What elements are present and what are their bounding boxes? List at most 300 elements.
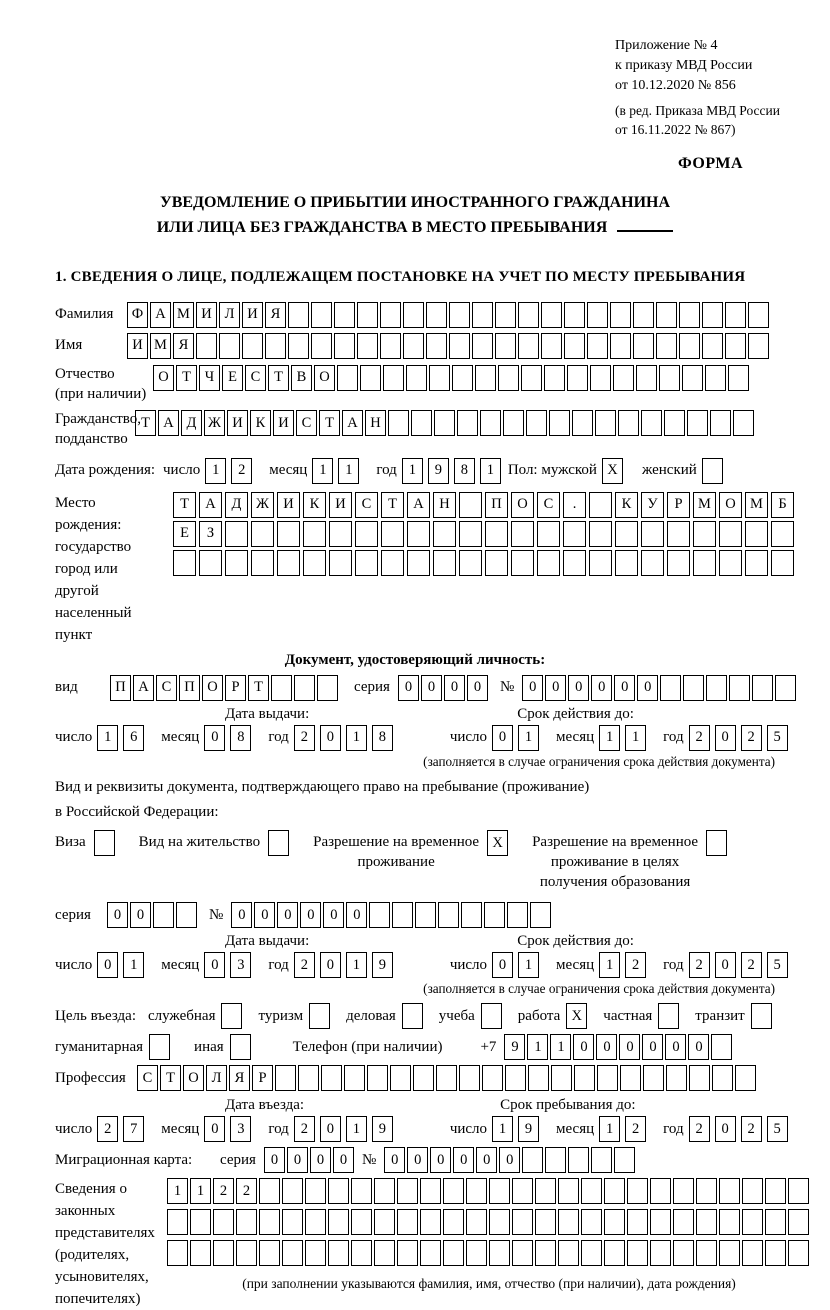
char-box[interactable]: [666, 1065, 687, 1091]
char-box[interactable]: [176, 902, 197, 928]
char-box[interactable]: [459, 550, 482, 576]
char-box[interactable]: [367, 1065, 388, 1091]
char-box[interactable]: [597, 1065, 618, 1091]
char-box[interactable]: 0: [492, 952, 513, 978]
char-box[interactable]: [406, 365, 427, 391]
char-box[interactable]: 0: [619, 1034, 640, 1060]
char-box[interactable]: А: [150, 302, 171, 328]
char-box[interactable]: [544, 365, 565, 391]
char-box[interactable]: [413, 1065, 434, 1091]
char-box[interactable]: Ф: [127, 302, 148, 328]
char-box[interactable]: А: [407, 492, 430, 518]
char-box[interactable]: 0: [715, 952, 736, 978]
char-box[interactable]: 9: [518, 1116, 539, 1142]
char-box[interactable]: [397, 1178, 418, 1204]
char-box[interactable]: [153, 902, 174, 928]
char-box[interactable]: [403, 302, 424, 328]
char-box[interactable]: [355, 550, 378, 576]
char-box[interactable]: [374, 1178, 395, 1204]
char-box[interactable]: [512, 1240, 533, 1266]
char-box[interactable]: 2: [294, 725, 315, 751]
char-box[interactable]: 1: [123, 952, 144, 978]
char-box[interactable]: [443, 1209, 464, 1235]
char-box[interactable]: [507, 902, 528, 928]
char-box[interactable]: [604, 1240, 625, 1266]
char-box[interactable]: [788, 1178, 809, 1204]
char-box[interactable]: 0: [430, 1147, 451, 1173]
char-box[interactable]: [610, 333, 631, 359]
char-box[interactable]: [537, 550, 560, 576]
char-box[interactable]: 1: [402, 458, 423, 484]
char-box[interactable]: [475, 365, 496, 391]
char-box[interactable]: [337, 365, 358, 391]
char-box[interactable]: [242, 333, 263, 359]
char-box[interactable]: [480, 410, 501, 436]
char-box[interactable]: Б: [771, 492, 794, 518]
char-box[interactable]: [472, 333, 493, 359]
char-box[interactable]: 9: [372, 1116, 393, 1142]
char-box[interactable]: 1: [312, 458, 333, 484]
char-box[interactable]: [564, 302, 585, 328]
char-box[interactable]: [765, 1178, 786, 1204]
char-box[interactable]: Т: [319, 410, 340, 436]
char-box[interactable]: [167, 1209, 188, 1235]
char-box[interactable]: П: [485, 492, 508, 518]
char-box[interactable]: [436, 1065, 457, 1091]
char-box[interactable]: У: [641, 492, 664, 518]
char-box[interactable]: [664, 410, 685, 436]
char-box[interactable]: [615, 521, 638, 547]
char-box[interactable]: [719, 550, 742, 576]
char-box[interactable]: [719, 1209, 740, 1235]
char-box[interactable]: [411, 410, 432, 436]
char-box[interactable]: [728, 365, 749, 391]
char-box[interactable]: 0: [715, 1116, 736, 1142]
char-box[interactable]: [558, 1178, 579, 1204]
char-box[interactable]: 8: [230, 725, 251, 751]
char-box[interactable]: [618, 410, 639, 436]
char-box[interactable]: Д: [181, 410, 202, 436]
char-box[interactable]: 0: [107, 902, 128, 928]
char-box[interactable]: [735, 1065, 756, 1091]
char-box[interactable]: [426, 333, 447, 359]
char-box[interactable]: [429, 365, 450, 391]
char-box[interactable]: 1: [190, 1178, 211, 1204]
char-box[interactable]: [679, 333, 700, 359]
char-box[interactable]: [259, 1178, 280, 1204]
char-box[interactable]: [696, 1209, 717, 1235]
char-box[interactable]: И: [227, 410, 248, 436]
char-box[interactable]: 6: [123, 725, 144, 751]
char-box[interactable]: 3: [230, 1116, 251, 1142]
char-box[interactable]: С: [537, 492, 560, 518]
char-box[interactable]: [745, 550, 768, 576]
char-box[interactable]: О: [719, 492, 742, 518]
char-box[interactable]: 0: [287, 1147, 308, 1173]
char-box[interactable]: 3: [230, 952, 251, 978]
char-box[interactable]: [563, 521, 586, 547]
char-box[interactable]: С: [355, 492, 378, 518]
char-box[interactable]: [545, 1147, 566, 1173]
char-box[interactable]: [702, 458, 723, 484]
char-box[interactable]: 0: [573, 1034, 594, 1060]
char-box[interactable]: 1: [518, 952, 539, 978]
char-box[interactable]: [512, 1209, 533, 1235]
char-box[interactable]: [459, 492, 482, 518]
char-box[interactable]: А: [158, 410, 179, 436]
char-box[interactable]: [466, 1209, 487, 1235]
char-box[interactable]: 0: [453, 1147, 474, 1173]
char-box[interactable]: [613, 365, 634, 391]
char-box[interactable]: 8: [372, 725, 393, 751]
char-box[interactable]: [415, 902, 436, 928]
char-box[interactable]: 2: [689, 1116, 710, 1142]
char-box[interactable]: 0: [300, 902, 321, 928]
char-box[interactable]: [521, 365, 542, 391]
char-box[interactable]: [489, 1209, 510, 1235]
char-box[interactable]: [719, 1240, 740, 1266]
char-box[interactable]: Ч: [199, 365, 220, 391]
char-box[interactable]: [788, 1240, 809, 1266]
char-box[interactable]: [667, 550, 690, 576]
char-box[interactable]: [484, 902, 505, 928]
char-box[interactable]: [587, 333, 608, 359]
char-box[interactable]: [673, 1240, 694, 1266]
char-box[interactable]: [199, 550, 222, 576]
char-box[interactable]: [360, 365, 381, 391]
char-box[interactable]: [748, 302, 769, 328]
char-box[interactable]: И: [329, 492, 352, 518]
char-box[interactable]: 0: [264, 1147, 285, 1173]
char-box[interactable]: [511, 521, 534, 547]
char-box[interactable]: 0: [310, 1147, 331, 1173]
char-box[interactable]: [687, 410, 708, 436]
char-box[interactable]: [512, 1178, 533, 1204]
char-box[interactable]: 0: [323, 902, 344, 928]
char-box[interactable]: 1: [599, 1116, 620, 1142]
char-box[interactable]: [693, 521, 716, 547]
char-box[interactable]: [277, 521, 300, 547]
char-box[interactable]: И: [196, 302, 217, 328]
char-box[interactable]: 0: [204, 952, 225, 978]
char-box[interactable]: 1: [346, 952, 367, 978]
char-box[interactable]: [381, 521, 404, 547]
char-box[interactable]: [679, 302, 700, 328]
char-box[interactable]: [615, 550, 638, 576]
char-box[interactable]: 0: [665, 1034, 686, 1060]
char-box[interactable]: [433, 550, 456, 576]
char-box[interactable]: [443, 1240, 464, 1266]
char-box[interactable]: [459, 521, 482, 547]
char-box[interactable]: [495, 302, 516, 328]
char-box[interactable]: Я: [173, 333, 194, 359]
char-box[interactable]: [667, 521, 690, 547]
char-box[interactable]: Т: [248, 675, 269, 701]
char-box[interactable]: Т: [176, 365, 197, 391]
char-box[interactable]: Е: [222, 365, 243, 391]
char-box[interactable]: 0: [637, 675, 658, 701]
char-box[interactable]: [449, 302, 470, 328]
char-box[interactable]: [397, 1240, 418, 1266]
char-box[interactable]: В: [291, 365, 312, 391]
char-box[interactable]: 8: [454, 458, 475, 484]
char-box[interactable]: [328, 1178, 349, 1204]
char-box[interactable]: [702, 302, 723, 328]
char-box[interactable]: Д: [225, 492, 248, 518]
char-box[interactable]: [305, 1178, 326, 1204]
char-box[interactable]: [683, 675, 704, 701]
char-box[interactable]: [461, 902, 482, 928]
char-box[interactable]: [702, 333, 723, 359]
char-box[interactable]: 2: [236, 1178, 257, 1204]
char-box[interactable]: [751, 1003, 772, 1029]
char-box[interactable]: 0: [614, 675, 635, 701]
char-box[interactable]: [627, 1240, 648, 1266]
char-box[interactable]: [426, 302, 447, 328]
char-box[interactable]: 0: [591, 675, 612, 701]
char-box[interactable]: Р: [225, 675, 246, 701]
char-box[interactable]: [277, 550, 300, 576]
char-box[interactable]: [775, 675, 796, 701]
char-box[interactable]: [489, 1240, 510, 1266]
char-box[interactable]: [259, 1240, 280, 1266]
char-box[interactable]: [498, 365, 519, 391]
char-box[interactable]: [742, 1240, 763, 1266]
char-box[interactable]: [604, 1209, 625, 1235]
char-box[interactable]: [636, 365, 657, 391]
char-box[interactable]: 2: [231, 458, 252, 484]
char-box[interactable]: 0: [407, 1147, 428, 1173]
char-box[interactable]: К: [303, 492, 326, 518]
char-box[interactable]: 0: [476, 1147, 497, 1173]
char-box[interactable]: О: [183, 1065, 204, 1091]
char-box[interactable]: [574, 1065, 595, 1091]
char-box[interactable]: 0: [130, 902, 151, 928]
char-box[interactable]: [535, 1209, 556, 1235]
char-box[interactable]: [641, 410, 662, 436]
char-box[interactable]: С: [137, 1065, 158, 1091]
char-box[interactable]: 1: [527, 1034, 548, 1060]
char-box[interactable]: [388, 410, 409, 436]
char-box[interactable]: [711, 1034, 732, 1060]
char-box[interactable]: [564, 333, 585, 359]
char-box[interactable]: М: [150, 333, 171, 359]
char-box[interactable]: [380, 302, 401, 328]
char-box[interactable]: [268, 830, 289, 856]
char-box[interactable]: Н: [365, 410, 386, 436]
char-box[interactable]: [558, 1209, 579, 1235]
char-box[interactable]: 2: [294, 1116, 315, 1142]
char-box[interactable]: [420, 1209, 441, 1235]
char-box[interactable]: С: [156, 675, 177, 701]
char-box[interactable]: [725, 333, 746, 359]
char-box[interactable]: 1: [550, 1034, 571, 1060]
char-box[interactable]: Р: [252, 1065, 273, 1091]
char-box[interactable]: [219, 333, 240, 359]
char-box[interactable]: [369, 902, 390, 928]
char-box[interactable]: [522, 1147, 543, 1173]
char-box[interactable]: [706, 675, 727, 701]
char-box[interactable]: 2: [625, 952, 646, 978]
char-box[interactable]: 0: [568, 675, 589, 701]
char-box[interactable]: X: [602, 458, 623, 484]
char-box[interactable]: [495, 333, 516, 359]
char-box[interactable]: Ж: [251, 492, 274, 518]
char-box[interactable]: [712, 1065, 733, 1091]
char-box[interactable]: [650, 1178, 671, 1204]
char-box[interactable]: [328, 1209, 349, 1235]
char-box[interactable]: М: [745, 492, 768, 518]
char-box[interactable]: И: [273, 410, 294, 436]
char-box[interactable]: 0: [320, 1116, 341, 1142]
char-box[interactable]: 9: [372, 952, 393, 978]
char-box[interactable]: [236, 1209, 257, 1235]
char-box[interactable]: [344, 1065, 365, 1091]
char-box[interactable]: [745, 521, 768, 547]
char-box[interactable]: [518, 302, 539, 328]
char-box[interactable]: [589, 492, 612, 518]
char-box[interactable]: [595, 410, 616, 436]
char-box[interactable]: А: [133, 675, 154, 701]
char-box[interactable]: 1: [492, 1116, 513, 1142]
char-box[interactable]: 2: [97, 1116, 118, 1142]
char-box[interactable]: 0: [333, 1147, 354, 1173]
char-box[interactable]: 0: [596, 1034, 617, 1060]
char-box[interactable]: [466, 1178, 487, 1204]
char-box[interactable]: [511, 550, 534, 576]
char-box[interactable]: [317, 675, 338, 701]
char-box[interactable]: 0: [231, 902, 252, 928]
char-box[interactable]: О: [511, 492, 534, 518]
char-box[interactable]: [303, 550, 326, 576]
char-box[interactable]: [627, 1209, 648, 1235]
char-box[interactable]: 1: [205, 458, 226, 484]
char-box[interactable]: [541, 302, 562, 328]
char-box[interactable]: [705, 365, 726, 391]
char-box[interactable]: З: [199, 521, 222, 547]
char-box[interactable]: 2: [689, 952, 710, 978]
char-box[interactable]: [407, 550, 430, 576]
char-box[interactable]: [420, 1178, 441, 1204]
char-box[interactable]: [660, 675, 681, 701]
char-box[interactable]: 2: [741, 952, 762, 978]
char-box[interactable]: 2: [741, 1116, 762, 1142]
char-box[interactable]: О: [314, 365, 335, 391]
char-box[interactable]: [485, 521, 508, 547]
char-box[interactable]: [765, 1240, 786, 1266]
char-box[interactable]: [788, 1209, 809, 1235]
char-box[interactable]: Т: [173, 492, 196, 518]
char-box[interactable]: [374, 1240, 395, 1266]
char-box[interactable]: 1: [599, 725, 620, 751]
char-box[interactable]: [438, 902, 459, 928]
char-box[interactable]: 0: [499, 1147, 520, 1173]
char-box[interactable]: [643, 1065, 664, 1091]
char-box[interactable]: Л: [219, 302, 240, 328]
char-box[interactable]: М: [693, 492, 716, 518]
char-box[interactable]: [765, 1209, 786, 1235]
char-box[interactable]: [551, 1065, 572, 1091]
char-box[interactable]: [351, 1178, 372, 1204]
char-box[interactable]: Т: [160, 1065, 181, 1091]
char-box[interactable]: 0: [492, 725, 513, 751]
char-box[interactable]: И: [127, 333, 148, 359]
char-box[interactable]: [633, 333, 654, 359]
char-box[interactable]: 0: [715, 725, 736, 751]
char-box[interactable]: [230, 1034, 251, 1060]
char-box[interactable]: X: [487, 830, 508, 856]
char-box[interactable]: [748, 333, 769, 359]
char-box[interactable]: [305, 1209, 326, 1235]
char-box[interactable]: [294, 675, 315, 701]
char-box[interactable]: [530, 902, 551, 928]
char-box[interactable]: [742, 1178, 763, 1204]
char-box[interactable]: [403, 333, 424, 359]
char-box[interactable]: 1: [480, 458, 501, 484]
char-box[interactable]: [581, 1209, 602, 1235]
char-box[interactable]: [558, 1240, 579, 1266]
char-box[interactable]: [328, 1240, 349, 1266]
char-box[interactable]: 1: [518, 725, 539, 751]
char-box[interactable]: [271, 675, 292, 701]
char-box[interactable]: [650, 1240, 671, 1266]
char-box[interactable]: [572, 410, 593, 436]
char-box[interactable]: [433, 521, 456, 547]
char-box[interactable]: [407, 521, 430, 547]
char-box[interactable]: [225, 550, 248, 576]
char-box[interactable]: 5: [767, 952, 788, 978]
char-box[interactable]: [604, 1178, 625, 1204]
char-box[interactable]: [589, 550, 612, 576]
char-box[interactable]: К: [615, 492, 638, 518]
char-box[interactable]: 5: [767, 1116, 788, 1142]
char-box[interactable]: [459, 1065, 480, 1091]
char-box[interactable]: [590, 365, 611, 391]
char-box[interactable]: 0: [254, 902, 275, 928]
char-box[interactable]: [351, 1209, 372, 1235]
char-box[interactable]: [167, 1240, 188, 1266]
char-box[interactable]: 1: [167, 1178, 188, 1204]
char-box[interactable]: 0: [384, 1147, 405, 1173]
char-box[interactable]: [329, 550, 352, 576]
char-box[interactable]: [380, 333, 401, 359]
char-box[interactable]: М: [173, 302, 194, 328]
char-box[interactable]: [397, 1209, 418, 1235]
char-box[interactable]: [614, 1147, 635, 1173]
char-box[interactable]: С: [296, 410, 317, 436]
char-box[interactable]: [689, 1065, 710, 1091]
char-box[interactable]: [633, 302, 654, 328]
char-box[interactable]: 0: [398, 675, 419, 701]
char-box[interactable]: [641, 550, 664, 576]
char-box[interactable]: Я: [229, 1065, 250, 1091]
char-box[interactable]: А: [342, 410, 363, 436]
char-box[interactable]: [251, 550, 274, 576]
char-box[interactable]: 1: [625, 725, 646, 751]
char-box[interactable]: [489, 1178, 510, 1204]
char-box[interactable]: [725, 302, 746, 328]
char-box[interactable]: [535, 1178, 556, 1204]
char-box[interactable]: [94, 830, 115, 856]
char-box[interactable]: 1: [346, 725, 367, 751]
char-box[interactable]: 0: [421, 675, 442, 701]
char-box[interactable]: [311, 333, 332, 359]
char-box[interactable]: [752, 675, 773, 701]
char-box[interactable]: [251, 521, 274, 547]
char-box[interactable]: [742, 1209, 763, 1235]
char-box[interactable]: 0: [277, 902, 298, 928]
char-box[interactable]: [696, 1240, 717, 1266]
